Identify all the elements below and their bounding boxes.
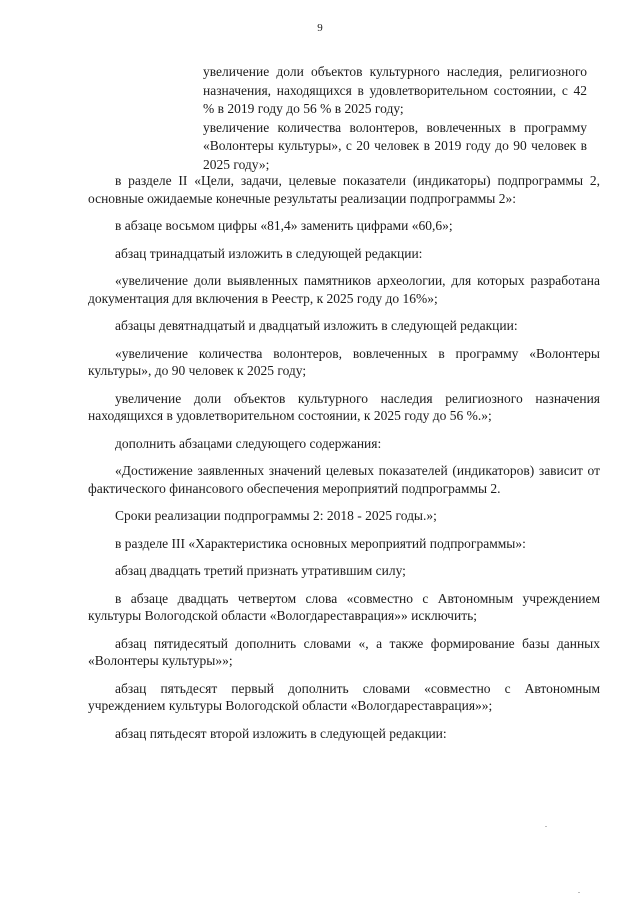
scan-artifact (545, 826, 547, 827)
paragraph: абзац пятидесятый дополнить словами «, а также формирование базы данных «Волонтеры культуры»»; (88, 635, 600, 668)
page-number: 9 (317, 22, 323, 34)
paragraph: «увеличение доли выявленных памятников археологии, для которых разработана документация для включения в Реестр, к 2025 году до 16%»; (88, 273, 600, 306)
paragraph: увеличение доли объектов культурного наследия религиозного назначения находящихся в удовлетворительном состоянии, к 2025 году до 56 %.»; (88, 390, 600, 423)
paragraph: «увеличение количества волонтеров, вовлеченных в программу «Волонтеры культуры», до 90 человек к 2025 году; (88, 345, 600, 378)
scan-artifact (578, 892, 580, 893)
paragraph: дополнить абзацами следующего содержания: (115, 435, 382, 451)
paragraph: абзац тринадцатый изложить в следующей редакции: (115, 245, 423, 261)
paragraph: «Достижение заявленных значений целевых показателей (индикаторов) зависит от фактического финансового обеспечения мероприятий подпрограммы 2. (88, 463, 600, 496)
paragraph: абзацы девятнадцатый и двадцатый изложить в следующей редакции: (115, 318, 518, 333)
paragraph: абзац двадцать третий признать утратившим силу; (115, 563, 406, 578)
quoted-paragraph: увеличение количества волонтеров, вовлеченных в программу «Волонтеры культуры», с 20 человек в 2019 году до 90 человек в 2025 году»; (203, 119, 587, 172)
document-body (88, 172, 600, 752)
quoted-paragraph: увеличение доли объектов культурного наследия, религиозного назначения, находящихся в удовлетворительном состоянии, с 42 % в 2019 году до 56 % в 2025 году; (203, 64, 587, 116)
paragraph: Сроки реализации подпрограммы 2: 2018 - 2025 годы.»; (115, 508, 437, 523)
quoted-block (203, 63, 587, 174)
paragraph: в абзаце восьмом цифры «81,4» заменить цифрами «60,6»; (115, 218, 453, 233)
paragraph: в разделе III «Характеристика основных мероприятий подпрограммы»: (115, 535, 526, 551)
paragraph: в разделе II «Цели, задачи, целевые показатели (индикаторы) подпрограммы 2, основные ожидаемые конечные результаты реализации подпрограммы 2»: (88, 173, 600, 206)
paragraph: в абзаце двадцать четвертом слова «совместно с Автономным учреждением культуры Вологодской области «Вологдареставрация»» исключить; (88, 590, 600, 623)
paragraph: абзац пятьдесят второй изложить в следующей редакции: (115, 725, 447, 741)
paragraph: абзац пятьдесят первый дополнить словами «совместно с Автономным учреждением культуры Вологодской области «Вологдареставрация»»; (88, 680, 600, 713)
